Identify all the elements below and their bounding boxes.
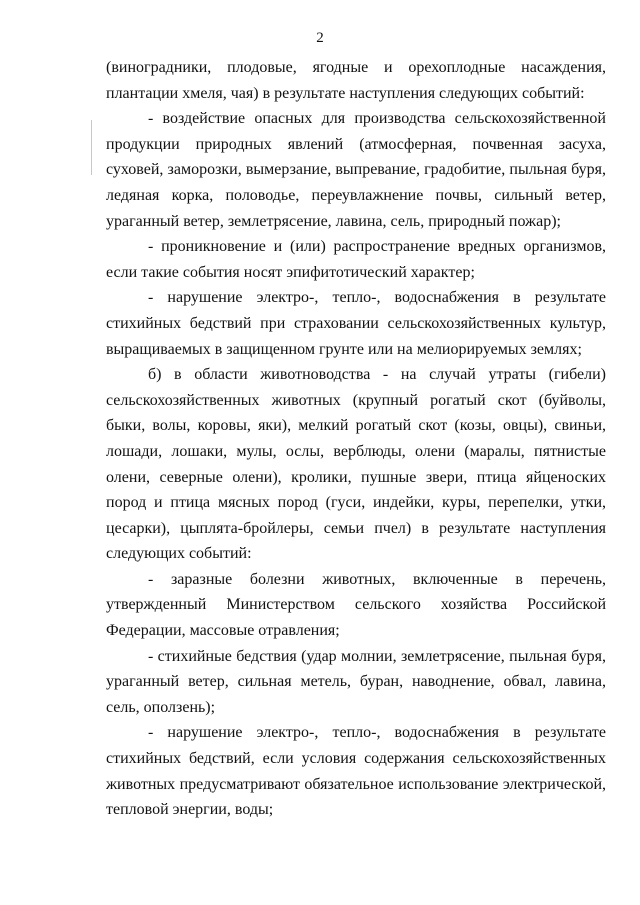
paragraph-harmful-organisms: - проникновение и (или) распространение вредных организмов, если такие события носят эпифитотический характер;: [106, 238, 606, 281]
margin-mark: [91, 120, 92, 175]
document-body: [106, 55, 606, 823]
page-number: 2: [316, 30, 324, 46]
paragraph-livestock-section: б) в области животноводства - на случай утраты (гибели) сельскохозяйственных животных (крупный рогатый скот (буйволы, быки, волы, коровы, яки), мелкий рогатый скот (козы, овцы), свиньи, лошади, лошаки, мулы, ослы, верблюды, олени (маралы, пятнистые олени, северные олени), кролики, пушные звери, птица яйценоских пород и птица мясных пород (гуси, индейки, куры, перепелки, утки, цесарки), цыплята-бройлеры, семьи пчел) в результате наступления следующих событий:: [106, 366, 606, 563]
paragraph-natural-disasters: - стихийные бедствия (удар молнии, землетрясение, пыльная буря, ураганный ветер, сильная метель, буран, наводнение, обвал, лавина, сель, оползень);: [106, 647, 606, 716]
paragraph-animal-diseases: - заразные болезни животных, включенные в перечень, утвержденный Министерством сельского хозяйства Российской Федерации, массовые отравления;: [106, 570, 606, 640]
paragraph-natural-hazards: - воздействие опасных для производства сельскохозяйственной продукции природных явлений (атмосферная, почвенная засуха, суховей, заморозки, вымерзание, выпревание, градобитие, пыльная буря, ледяная корка, половодье, переувлажнение почвы, сильный ветер, ураганный ветер, землетрясение, лавина, сель, природный пожар);: [106, 110, 606, 230]
paragraph-utility-disruption-crops: - нарушение электро-, тепло-, водоснабжения в результате стихийных бедствий при страховании сельскохозяйственных культур, выращиваемых в защищенном грунте или на мелиорируемых землях;: [106, 289, 606, 358]
paragraph-utility-disruption-livestock: - нарушение электро-, тепло-, водоснабжения в результате стихийных бедствий, если условия содержания сельскохозяйственных животных предусматривают обязательное использование электрической, тепловой энергии, воды;: [106, 724, 606, 819]
paragraph-continuation: (виноградники, плодовые, ягодные и орехоплодные насаждения, плантации хмеля, чая) в результате наступления следующих событий:: [106, 59, 606, 102]
